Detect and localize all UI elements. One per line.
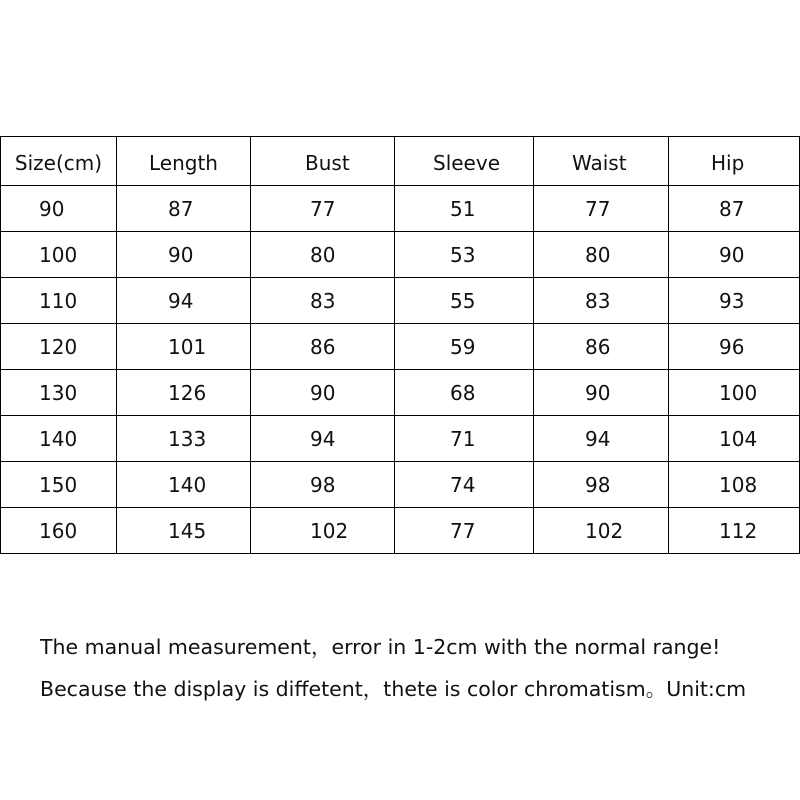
cell-hip: 108 — [669, 462, 800, 508]
cell-size: 110 — [1, 278, 117, 324]
cell-length: 133 — [117, 416, 251, 462]
cell-hip: 96 — [669, 324, 800, 370]
cell-hip: 100 — [669, 370, 800, 416]
cell-length: 90 — [117, 232, 251, 278]
table-row — [1, 462, 800, 508]
cell-length: 145 — [117, 508, 251, 554]
size-chart-table — [0, 136, 800, 554]
cell-bust: 98 — [251, 462, 395, 508]
cell-size: 160 — [1, 508, 117, 554]
cell-size: 130 — [1, 370, 117, 416]
table-row — [1, 370, 800, 416]
cell-hip: 87 — [669, 186, 800, 232]
cell-size: 90 — [1, 186, 117, 232]
cell-bust: 80 — [251, 232, 395, 278]
cell-waist: 98 — [534, 462, 669, 508]
cell-hip: 104 — [669, 416, 800, 462]
cell-sleeve: 55 — [395, 278, 534, 324]
table-row — [1, 278, 800, 324]
cell-waist: 80 — [534, 232, 669, 278]
table-body — [1, 186, 800, 554]
cell-size: 100 — [1, 232, 117, 278]
cell-sleeve: 74 — [395, 462, 534, 508]
table-header-row — [1, 137, 800, 186]
cell-sleeve: 68 — [395, 370, 534, 416]
table-row — [1, 232, 800, 278]
cell-sleeve: 51 — [395, 186, 534, 232]
cell-bust: 102 — [251, 508, 395, 554]
cell-size: 150 — [1, 462, 117, 508]
table-row — [1, 508, 800, 554]
cell-length: 94 — [117, 278, 251, 324]
cell-waist: 83 — [534, 278, 669, 324]
cell-waist: 90 — [534, 370, 669, 416]
cell-hip: 90 — [669, 232, 800, 278]
header-hip: Hip — [669, 137, 800, 186]
header-waist: Waist — [534, 137, 669, 186]
cell-sleeve: 59 — [395, 324, 534, 370]
cell-size: 140 — [1, 416, 117, 462]
header-sleeve: Sleeve — [395, 137, 534, 186]
cell-bust: 86 — [251, 324, 395, 370]
color-unit-note: Because the display is diffetent，thete is color chromatism。Unit:cm — [40, 677, 747, 701]
notes — [40, 626, 780, 710]
cell-waist: 86 — [534, 324, 669, 370]
cell-length: 140 — [117, 462, 251, 508]
cell-bust: 83 — [251, 278, 395, 324]
cell-length: 126 — [117, 370, 251, 416]
measurement-note: The manual measurement，error in 1-2cm with the normal range! — [40, 635, 721, 659]
header-size: Size(cm) — [1, 137, 117, 186]
cell-length: 87 — [117, 186, 251, 232]
cell-length: 101 — [117, 324, 251, 370]
cell-waist: 77 — [534, 186, 669, 232]
table-row — [1, 186, 800, 232]
header-bust: Bust — [251, 137, 395, 186]
cell-bust: 94 — [251, 416, 395, 462]
cell-sleeve: 53 — [395, 232, 534, 278]
cell-hip: 93 — [669, 278, 800, 324]
cell-hip: 112 — [669, 508, 800, 554]
table-row — [1, 416, 800, 462]
cell-bust: 77 — [251, 186, 395, 232]
cell-waist: 102 — [534, 508, 669, 554]
cell-sleeve: 77 — [395, 508, 534, 554]
cell-waist: 94 — [534, 416, 669, 462]
table-row — [1, 324, 800, 370]
cell-sleeve: 71 — [395, 416, 534, 462]
header-length: Length — [117, 137, 251, 186]
cell-bust: 90 — [251, 370, 395, 416]
cell-size: 120 — [1, 324, 117, 370]
